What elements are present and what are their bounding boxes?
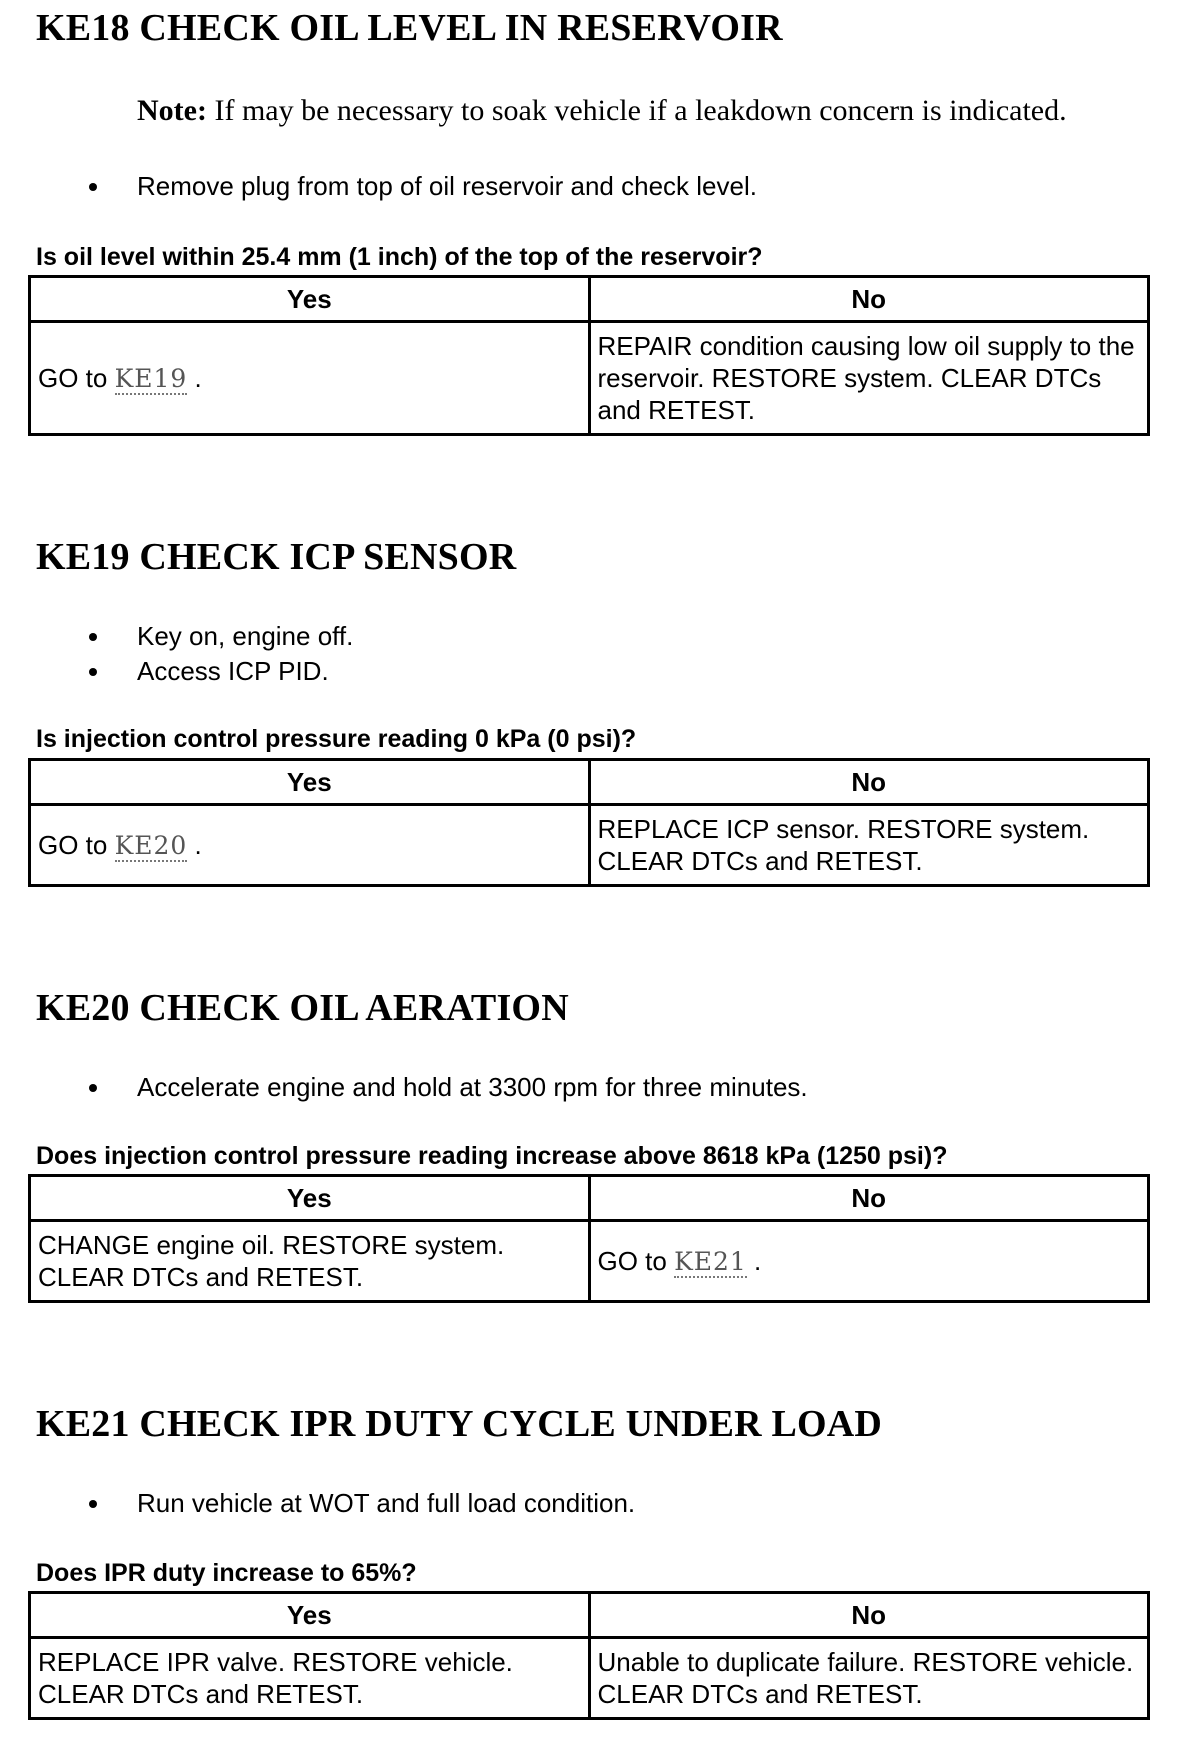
bullet-item bbox=[0, 169, 1200, 204]
yes-prefix: GO to bbox=[38, 829, 115, 860]
link-ke19[interactable]: KE19 bbox=[114, 363, 188, 393]
note bbox=[137, 93, 1067, 129]
bullet-item bbox=[0, 1486, 1200, 1521]
no-header: No bbox=[589, 760, 1149, 805]
bullet-text: Accelerate engine and hold at 3300 rpm for three minutes. bbox=[137, 1072, 808, 1102]
yes-cell: REPLACE IPR valve. RESTORE vehicle. CLEAR DTCs and RETEST. bbox=[30, 1638, 590, 1719]
bullet-text: Run vehicle at WOT and full load condition. bbox=[137, 1488, 636, 1518]
yes-no-table bbox=[28, 1174, 1150, 1303]
yes-header: Yes bbox=[30, 1176, 590, 1221]
bullet-list bbox=[0, 619, 1200, 689]
no-suffix: . bbox=[746, 1245, 762, 1276]
bullet-text: Remove plug from top of oil reservoir and check level. bbox=[137, 171, 757, 201]
yes-suffix: . bbox=[187, 362, 202, 393]
yes-suffix: . bbox=[187, 829, 202, 860]
question: Is oil level within 25.4 mm (1 inch) of the top of the reservoir? bbox=[36, 243, 763, 271]
section-heading: KE20 CHECK OIL AERATION bbox=[36, 987, 569, 1029]
note-text: If may be necessary to soak vehicle if a leakdown concern is indicated. bbox=[206, 94, 1067, 127]
yes-cell bbox=[30, 805, 590, 886]
bullet-icon bbox=[89, 668, 97, 676]
section-heading: KE21 CHECK IPR DUTY CYCLE UNDER LOAD bbox=[36, 1403, 883, 1445]
no-cell bbox=[589, 1221, 1149, 1302]
bullet-icon bbox=[89, 183, 97, 191]
yes-header: Yes bbox=[30, 1593, 590, 1638]
bullet-list bbox=[0, 1070, 1200, 1105]
question: Does IPR duty increase to 65%? bbox=[36, 1559, 417, 1587]
section-heading: KE19 CHECK ICP SENSOR bbox=[36, 536, 517, 578]
note-label: Note: bbox=[137, 94, 207, 127]
yes-header: Yes bbox=[30, 760, 590, 805]
bullet-item bbox=[0, 1070, 1200, 1105]
no-header: No bbox=[589, 1176, 1149, 1221]
yes-no-table bbox=[28, 758, 1150, 887]
bullet-item bbox=[0, 619, 1200, 654]
bullet-list bbox=[0, 1486, 1200, 1521]
no-cell: REPAIR condition causing low oil supply to the reservoir. RESTORE system. CLEAR DTCs and RETEST. bbox=[589, 322, 1149, 435]
bullet-icon bbox=[89, 1084, 97, 1092]
no-cell: REPLACE ICP sensor. RESTORE system. CLEAR DTCs and RETEST. bbox=[589, 805, 1149, 886]
bullet-list bbox=[0, 169, 1200, 204]
bullet-text: Access ICP PID. bbox=[137, 656, 329, 686]
question: Does injection control pressure reading increase above 8618 kPa (1250 psi)? bbox=[36, 1142, 948, 1170]
bullet-item bbox=[0, 654, 1200, 689]
bullet-text: Key on, engine off. bbox=[137, 621, 354, 651]
section-heading: KE18 CHECK OIL LEVEL IN RESERVOIR bbox=[36, 7, 783, 49]
link-ke20[interactable]: KE20 bbox=[114, 830, 188, 860]
no-prefix: GO to bbox=[597, 1245, 675, 1276]
yes-cell bbox=[30, 322, 590, 435]
bullet-icon bbox=[89, 1500, 97, 1508]
no-header: No bbox=[589, 277, 1149, 322]
yes-prefix: GO to bbox=[38, 362, 115, 393]
question: Is injection control pressure reading 0 kPa (0 psi)? bbox=[36, 725, 637, 753]
no-header: No bbox=[589, 1593, 1149, 1638]
bullet-icon bbox=[89, 633, 97, 641]
yes-no-table bbox=[28, 1591, 1150, 1720]
link-ke21[interactable]: KE21 bbox=[674, 1246, 747, 1276]
yes-cell: CHANGE engine oil. RESTORE system. CLEAR DTCs and RETEST. bbox=[30, 1221, 590, 1302]
yes-header: Yes bbox=[30, 277, 590, 322]
yes-no-table bbox=[28, 275, 1150, 436]
no-cell: Unable to duplicate failure. RESTORE vehicle. CLEAR DTCs and RETEST. bbox=[589, 1638, 1149, 1719]
